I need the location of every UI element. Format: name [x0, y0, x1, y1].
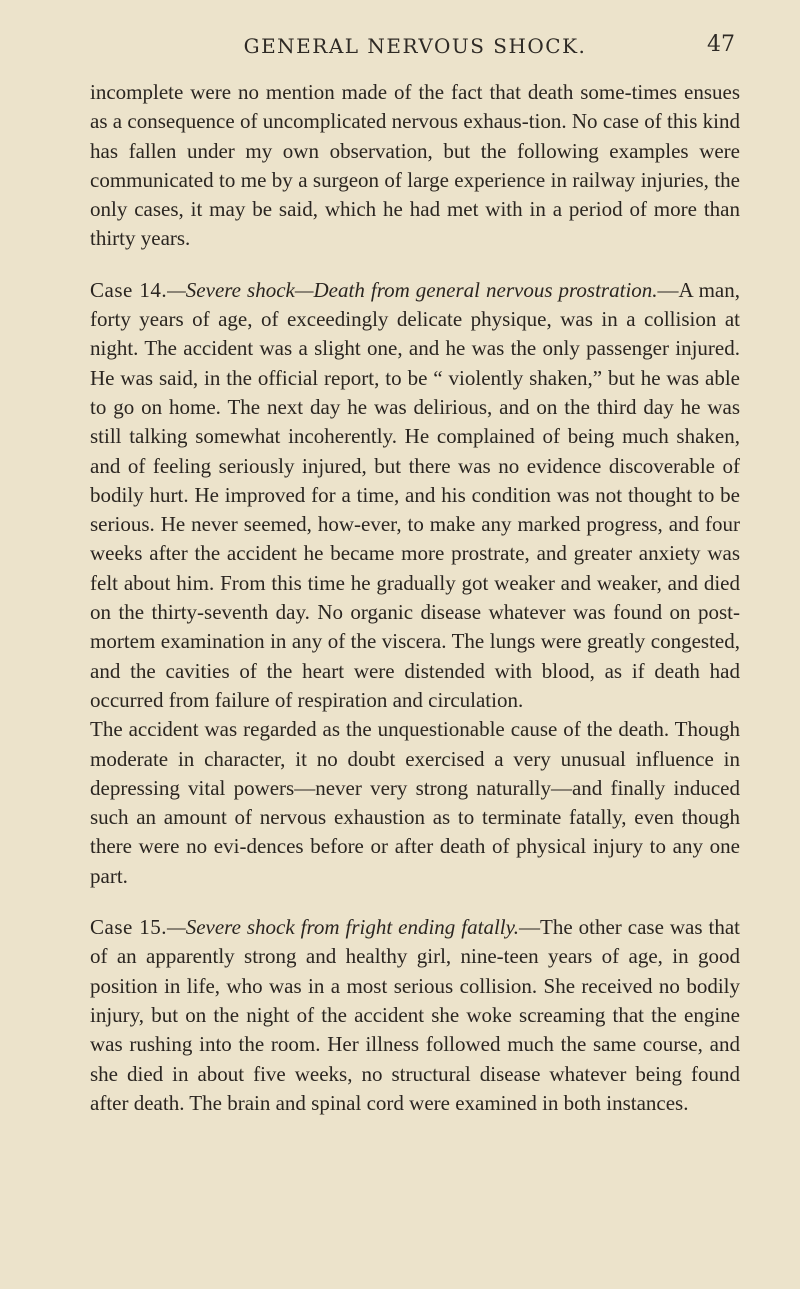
case-14-label: Case 14. [90, 277, 168, 302]
case-15-body: —The other case was that of an apparently strong and healthy girl, nine-teen years of age, in good position in life, who was in a most serious collision. She received no bodily injury, but on the night of the accident she woke screaming that the engine was rushing into the room. Her illness followed much the same course, and she died in about five weeks, no structural disease whatever being found after death. The brain and spinal cord were examined in both instances. [90, 915, 740, 1115]
case-15-title: —Severe shock from fright ending fatally. [167, 915, 520, 940]
paragraph-gap [90, 891, 740, 913]
case-14-paragraph [90, 276, 740, 715]
paragraph-gap [90, 254, 740, 276]
running-head: GENERAL NERVOUS SHOCK. [243, 34, 587, 58]
intro-paragraph: incomplete were no mention made of the fact that death some-times ensues as a consequence of uncomplicated nervous exhaus-tion. No case of this kind has fallen under my own observation, but the following examples were communicated to me by a surgeon of large experience in railway injuries, the only cases, it may be said, which he had met with in a period of more than thirty years. [90, 80, 740, 251]
case-14-title: —Severe shock—Death from general nervous prostration. [167, 277, 658, 302]
case-15-paragraph [90, 913, 740, 1118]
case-14-body: —A man, forty years of age, of exceedingly delicate physique, was in a collision at night. The accident was a slight one, and he was the only passenger injured. He was said, in the official report, to be “ violently shaken,” but he was able to go on home. The next day he was delirious, and on the third day he was still talking somewhat incoherently. He complained of being much shaken, and of feeling seriously injured, but there was no evidence discoverable of bodily hurt. He improved for a time, and his condition was not thought to be serious. He never seemed, how-ever, to make any marked progress, and four weeks after the accident he became more prostrate, and greater anxiety was felt about him. From this time he gradually got weaker and weaker, and died on the thirty-seventh day. No organic disease whatever was found on post-mortem examination in any of the viscera. The lungs were greatly congested, and the cavities of the heart were distended with blood, as if death had occurred from failure of respiration and circulation. [90, 277, 740, 712]
page-header [90, 0, 740, 78]
case-15-label: Case 15. [90, 915, 168, 940]
page-number: 47 [707, 32, 735, 57]
case-14-conclusion: The accident was regarded as the unquestionable cause of the death. Though moderate in character, it no doubt exercised a very unusual influence in depressing vital powers—never very strong naturally—and finally induced such an amount of nervous exhaustion as to terminate fatally, even though there were no evi-dences before or after death of physical injury to any one part. [90, 717, 740, 888]
page-body [90, 78, 740, 1118]
